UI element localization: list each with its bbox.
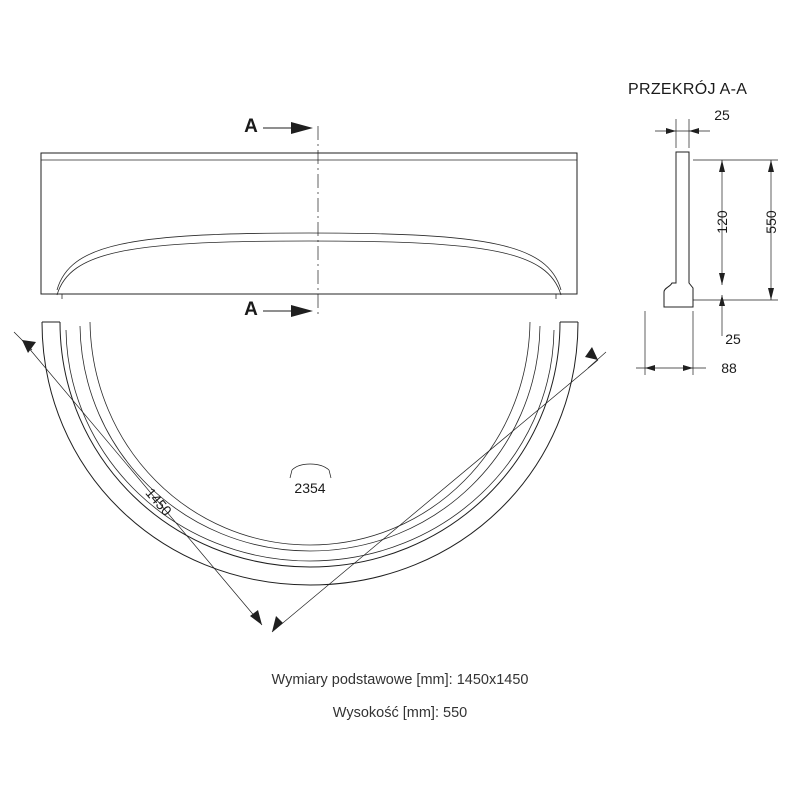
- plan-arc-dim-tick-left: [290, 470, 292, 478]
- front-panel-groove-lower: [57, 241, 561, 295]
- plan-dim-tick-left: [14, 332, 32, 350]
- section-dim-bottom-25-label: 25: [725, 331, 741, 347]
- section-dim-550-arrow-bottom: [768, 288, 774, 300]
- section-title: PRZEKRÓJ A-A: [628, 81, 748, 98]
- section-dim-88-arrow-right: [683, 365, 693, 371]
- plan-outer-arc: [42, 322, 578, 585]
- plan-arc-dim-arc: [292, 464, 329, 470]
- section-cut-line: [244, 116, 318, 320]
- plan-relief-arc-3: [90, 322, 530, 545]
- front-panel-outline: [41, 153, 577, 294]
- section-profile-outline: [664, 152, 693, 307]
- section-dim-120-label: 120: [714, 210, 730, 234]
- caption-height: Wysokość [mm]: 550: [332, 705, 468, 721]
- section-dim-550-label: 550: [763, 210, 779, 234]
- section-arrow-bottom-head: [291, 305, 313, 317]
- section-dim-88-label: 88: [721, 360, 737, 376]
- plan-chord-right-arrow-end: [272, 616, 283, 632]
- section-a-a-view: [628, 79, 779, 376]
- section-arrow-top-head: [291, 122, 313, 134]
- plan-relief-arc-2: [80, 326, 540, 551]
- section-dim-25b-arrow-top: [719, 295, 725, 306]
- plan-arc-dimension-label: 2354: [294, 480, 326, 496]
- section-mark-top-label: A: [244, 116, 258, 137]
- section-dim-top-25-label: 25: [714, 107, 730, 123]
- front-elevation-view: [41, 153, 577, 299]
- plan-arc-dim-tick-right: [329, 470, 331, 478]
- section-dim-120-arrow-top: [719, 160, 725, 172]
- plan-chord-dimension-label: 1450: [142, 484, 176, 519]
- section-dim-25-arrow-left: [666, 128, 676, 134]
- plan-chord-left-arrow-end: [250, 610, 262, 625]
- section-dim-88-arrow-left: [645, 365, 655, 371]
- plan-view: [14, 322, 606, 632]
- caption-base-dimensions: Wymiary podstawowe [mm]: 1450x1450: [271, 672, 529, 688]
- section-mark-bottom-label: A: [244, 299, 258, 320]
- section-dim-25-arrow-right: [689, 128, 699, 134]
- front-panel-groove-upper: [57, 233, 561, 290]
- plan-inner-arc: [60, 322, 560, 567]
- section-dim-550-arrow-top: [768, 160, 774, 172]
- plan-chord-left-dim: [22, 340, 262, 625]
- plan-chord-right-arrow-start: [585, 347, 598, 360]
- section-dim-120-arrow-bottom: [719, 273, 725, 285]
- plan-chord-right-dim: [272, 360, 598, 632]
